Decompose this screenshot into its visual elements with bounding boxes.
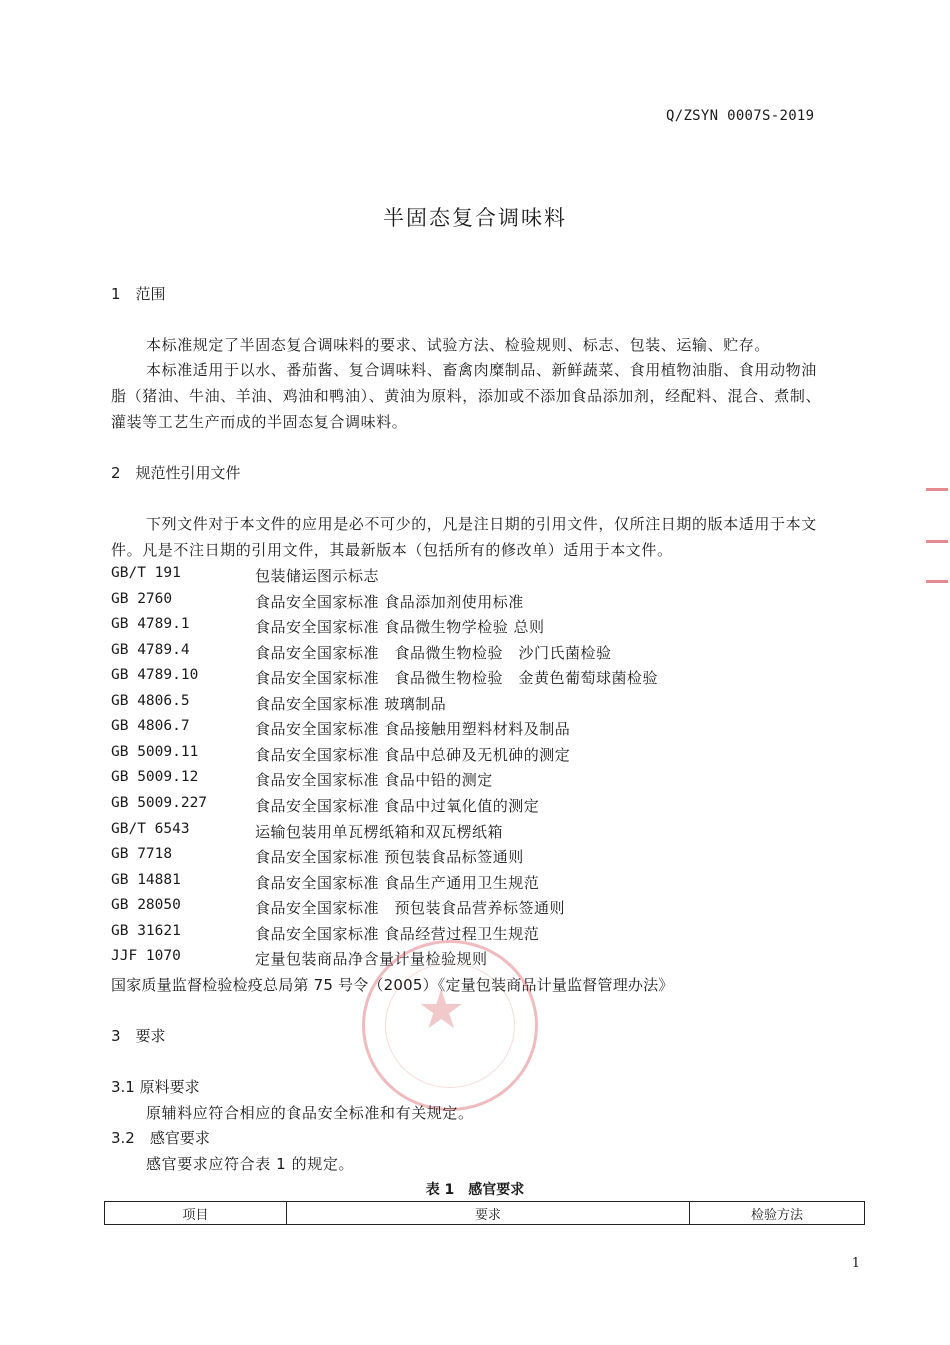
- column-header-requirement: 要求: [287, 1202, 690, 1225]
- ref-title: 食品安全国家标准 食品微生物学检验 总则: [255, 618, 545, 636]
- table-header-row: [105, 1202, 865, 1225]
- ref-code: GB 4789.4: [111, 642, 190, 658]
- ref-title: 食品安全国家标准 玻璃制品: [255, 695, 447, 713]
- ref-title: 定量包装商品净含量计量检验规则: [255, 950, 488, 968]
- ref-code: GB 31621: [111, 923, 181, 939]
- ref-title: 食品安全国家标准 预包装食品标签通则: [255, 848, 524, 866]
- ref-code: GB 4806.7: [111, 718, 190, 734]
- decree-reference: 国家质量监督检验检疫总局第 75 号令（2005）《定量包装商品计量监督管理办法》: [111, 976, 674, 994]
- ref-title: 食品安全国家标准 食品微生物检验 沙门氏菌检验: [255, 644, 612, 662]
- ref-title: 食品安全国家标准 食品接触用塑料材料及制品: [255, 720, 571, 738]
- ref-code: JJF 1070: [111, 948, 181, 964]
- ref-title: 运输包装用单瓦楞纸箱和双瓦楞纸箱: [255, 823, 504, 841]
- ref-code: GB 4806.5: [111, 693, 190, 709]
- section-1-paragraph-1: 本标准规定了半固态复合调味料的要求、试验方法、检验规则、标志、包装、运输、贮存。: [146, 336, 771, 354]
- ref-title: 食品安全国家标准 食品生产通用卫生规范: [255, 874, 540, 892]
- section-1-paragraph-2-line-1: 本标准适用于以水、番茄酱、复合调味料、畜禽肉糜制品、新鲜蔬菜、食用植物油脂、食用动物油: [146, 361, 817, 379]
- section-2-paragraph-line-1: 下列文件对于本文件的应用是必不可少的，凡是注日期的引用文件，仅所注日期的版本适用于本文: [146, 515, 817, 533]
- section-2-heading: 2 规范性引用文件: [111, 464, 241, 482]
- document-title: 半固态复合调味料: [383, 206, 567, 230]
- ref-code: GB 5009.11: [111, 744, 199, 760]
- ref-title: 食品安全国家标准 食品添加剂使用标准: [255, 593, 524, 611]
- ref-code: GB/T 191: [111, 565, 181, 581]
- section-3-1-text: 原辅料应符合相应的食品安全标准和有关规定。: [146, 1104, 474, 1122]
- section-2-paragraph-line-2: 件。凡是不注日期的引用文件，其最新版本（包括所有的修改单）适用于本文件。: [111, 541, 673, 559]
- ref-title: 食品安全国家标准 食品微生物检验 金黄色葡萄球菌检验: [255, 669, 659, 687]
- ref-title: 食品安全国家标准 食品中过氧化值的测定: [255, 797, 540, 815]
- ref-title: 食品安全国家标准 食品经营过程卫生规范: [255, 925, 540, 943]
- ref-code: GB 4789.1: [111, 616, 190, 632]
- section-1-heading: 1 范围: [111, 285, 166, 303]
- ref-title: 食品安全国家标准 预包装食品营养标签通则: [255, 899, 566, 917]
- table-caption: 表 1 感官要求: [425, 1182, 525, 1198]
- ref-code: GB 7718: [111, 846, 173, 862]
- section-3-2-heading: 3.2 感官要求: [111, 1129, 210, 1147]
- official-seal: [362, 940, 538, 1111]
- sensory-requirements-table: [104, 1201, 865, 1225]
- ref-title: 食品安全国家标准 食品中总砷及无机砷的测定: [255, 746, 571, 764]
- section-3-1-heading: 3.1 原料要求: [111, 1078, 200, 1096]
- page-number: 1: [851, 1256, 860, 1271]
- column-header-test-method: 检验方法: [690, 1202, 865, 1225]
- ref-code: GB 4789.10: [111, 667, 199, 683]
- edge-seal-fragment: [920, 486, 946, 586]
- ref-title: 包装储运图示标志: [255, 567, 380, 585]
- ref-code: GB 28050: [111, 897, 181, 913]
- section-1-paragraph-2-line-3: 灌装等工艺生产而成的半固态复合调味料。: [111, 413, 408, 431]
- column-header-item: 项目: [105, 1202, 287, 1225]
- star-icon: ★: [417, 978, 466, 1041]
- document-number: Q/ZSYN 0007S-2019: [666, 108, 815, 124]
- ref-code: GB 14881: [111, 872, 181, 888]
- ref-title: 食品安全国家标准 食品中铅的测定: [255, 771, 493, 789]
- ref-code: GB/T 6543: [111, 821, 190, 837]
- ref-code: GB 5009.12: [111, 769, 199, 785]
- section-1-paragraph-2-line-2: 脂（猪油、牛油、羊油、鸡油和鸭油）、黄油为原料，添加或不添加食品添加剂，经配料、混合、煮制、: [111, 387, 822, 405]
- section-3-heading: 3 要求: [111, 1027, 166, 1045]
- ref-code: GB 2760: [111, 591, 173, 607]
- section-3-2-text: 感官要求应符合表 1 的规定。: [146, 1155, 355, 1173]
- ref-code: GB 5009.227: [111, 795, 208, 811]
